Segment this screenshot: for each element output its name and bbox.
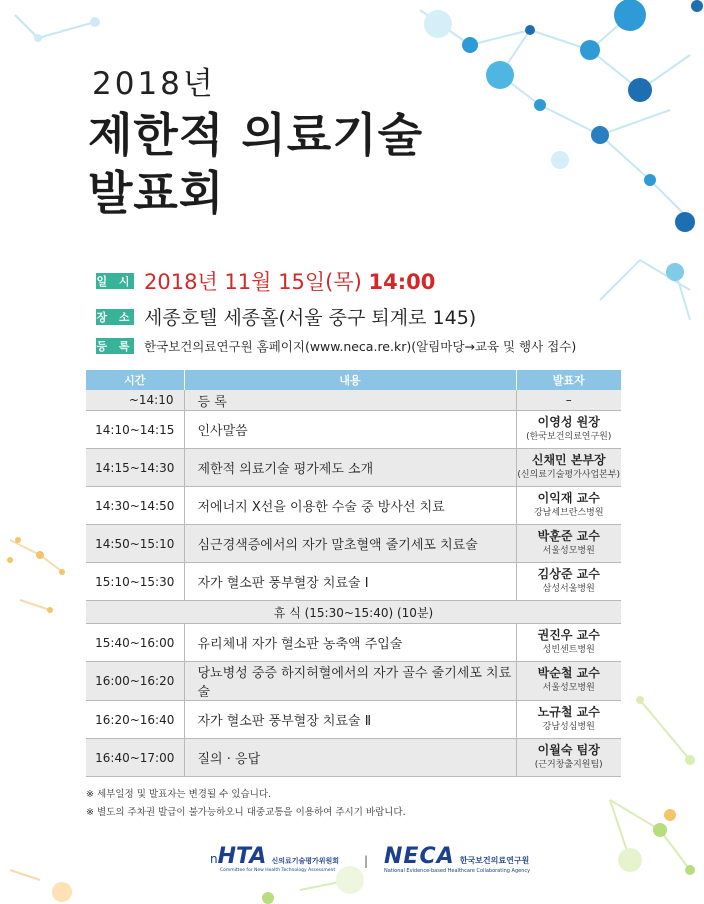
table-row <box>86 624 621 662</box>
date-month: 11 <box>224 270 252 294</box>
speaker-org: (한국보건의료연구원) <box>526 431 612 442</box>
row-time: 15:10~15:30 <box>86 563 184 601</box>
speaker-name: 이영성 원장 <box>537 414 600 429</box>
speaker-org: (근거창출지원팀) <box>534 759 603 770</box>
speaker-name: 이익재 교수 <box>537 490 600 505</box>
row-speaker <box>516 525 621 563</box>
table-row <box>86 662 621 701</box>
table-row <box>86 411 621 449</box>
event-title-line2: 발표회 <box>88 166 225 220</box>
nhta-logo-mark: HTA <box>217 844 267 869</box>
row-speaker <box>516 411 621 449</box>
date-row <box>96 266 435 296</box>
table-row <box>86 449 621 487</box>
row-topic: 심근경색증에서의 자가 말초혈액 줄기세포 치료술 <box>184 525 516 563</box>
speaker-org: 성빈센트병원 <box>542 644 595 655</box>
speaker-org: 서울성모병원 <box>542 683 595 693</box>
row-topic: 당뇨병성 중증 하지허혈에서의 자가 골수 줄기세포 치료술 <box>184 662 516 701</box>
row-time: 15:40~16:00 <box>86 624 184 662</box>
row-time: 14:15~14:30 <box>86 449 184 487</box>
row-speaker <box>516 563 621 601</box>
break-row <box>86 601 621 624</box>
footnote-schedule-change: ※ 세부일정 및 발표자는 변경될 수 있습니다. <box>86 789 272 800</box>
header-time: 시간 <box>86 370 184 390</box>
place-row <box>96 303 476 330</box>
place-badge: 장 소 <box>96 310 134 324</box>
speaker-name: 노규철 교수 <box>537 704 600 719</box>
row-time: 16:40~17:00 <box>86 739 184 777</box>
nhta-logo <box>210 844 340 873</box>
date-month-suffix: 월 <box>251 270 279 294</box>
row-speaker <box>516 624 621 662</box>
logo-bar <box>0 844 704 880</box>
row-topic: 저에너지 X선을 이용한 수술 중 방사선 치료 <box>184 487 516 525</box>
place-value: 세종호텔 세종홀(서울 중구 퇴계로 145) <box>144 307 477 329</box>
row-speaker <box>516 662 621 701</box>
speaker-name: – <box>565 392 572 407</box>
row-time: 16:20~16:40 <box>86 701 184 739</box>
row-time: 16:00~16:20 <box>86 662 184 701</box>
row-speaker <box>516 739 621 777</box>
speaker-org: 서울성모병원 <box>542 545 595 556</box>
header-content: 내용 <box>184 370 516 390</box>
row-time: 14:30~14:50 <box>86 487 184 525</box>
nhta-logo-n: n <box>210 852 218 866</box>
table-row <box>86 390 621 411</box>
speaker-org: 강남세브란스병원 <box>533 507 604 518</box>
table-row <box>86 739 621 777</box>
event-title <box>88 106 423 222</box>
speaker-name: 박훈준 교수 <box>537 528 600 543</box>
row-topic: 인사말씀 <box>184 411 516 449</box>
row-speaker <box>516 390 621 411</box>
date-year-suffix: 년 <box>197 270 225 294</box>
logo-separator: | <box>364 854 369 868</box>
neca-logo <box>384 844 531 874</box>
table-row <box>86 487 621 525</box>
registration-value: 한국보건의료연구원 홈페이지(www.neca.re.kr)(알림마당→교육 및 행사 접수) <box>144 339 577 354</box>
date-day: 15 <box>278 270 305 294</box>
row-topic: 제한적 의료기술 평가제도 소개 <box>184 449 516 487</box>
table-row <box>86 525 621 563</box>
neca-logo-mark: NECA <box>384 844 455 869</box>
speaker-name: 권진우 교수 <box>537 627 600 642</box>
row-time: 14:10~14:15 <box>86 411 184 449</box>
neca-logo-english: National Evidence-based Healthcare Collaborating Agency <box>384 868 531 874</box>
date-badge: 일 시 <box>96 275 134 288</box>
speaker-org: (신의료기술평가사업본부) <box>517 469 621 480</box>
speaker-name: 박순철 교수 <box>537 666 600 680</box>
registration-row <box>96 337 576 355</box>
event-year: 2018년 <box>92 66 216 102</box>
schedule-table <box>86 370 621 777</box>
row-topic: 자가 혈소판 풍부혈장 치료술 Ⅱ <box>184 701 516 739</box>
date-time: 14:00 <box>368 270 436 294</box>
footnote-parking: ※ 별도의 주차권 발급이 불가능하오니 대중교통을 이용하여 주시기 바랍니다. <box>86 807 406 818</box>
table-row <box>86 701 621 739</box>
nhta-logo-korean: 신의료기술평가위원회 <box>271 857 340 865</box>
speaker-name: 이월숙 팀장 <box>537 742 600 757</box>
schedule-header-row <box>86 370 621 390</box>
row-topic: 등 록 <box>184 390 516 411</box>
nhta-logo-english: Committee for New Health Technology Assessment <box>220 868 336 873</box>
date-day-suffix: 일(목) <box>304 270 369 294</box>
event-title-line1: 제한적 의료기술 <box>88 108 424 162</box>
footnotes <box>86 786 406 822</box>
date-year: 2018 <box>144 270 198 294</box>
row-topic: 질의 · 응답 <box>184 739 516 777</box>
speaker-org: 삼성서울병원 <box>542 583 595 594</box>
speaker-org: 강남성심병원 <box>542 721 595 732</box>
row-time: ~14:10 <box>86 390 184 411</box>
row-time: 14:50~15:10 <box>86 525 184 563</box>
speaker-name: 신채민 본부장 <box>531 452 606 467</box>
table-row <box>86 563 621 601</box>
row-topic: 유리체내 자가 혈소판 농축액 주입술 <box>184 624 516 662</box>
speaker-name: 김상준 교수 <box>537 566 600 581</box>
neca-logo-korean: 한국보건의료연구원 <box>459 856 530 865</box>
break-label: 휴 식 (15:30~15:40) (10분) <box>86 601 621 624</box>
row-speaker <box>516 701 621 739</box>
row-speaker <box>516 449 621 487</box>
date-value <box>144 266 435 296</box>
row-topic: 자가 혈소판 풍부혈장 치료술 Ⅰ <box>184 563 516 601</box>
header-speaker: 발표자 <box>516 370 621 390</box>
row-speaker <box>516 487 621 525</box>
registration-badge: 등 록 <box>96 340 134 353</box>
